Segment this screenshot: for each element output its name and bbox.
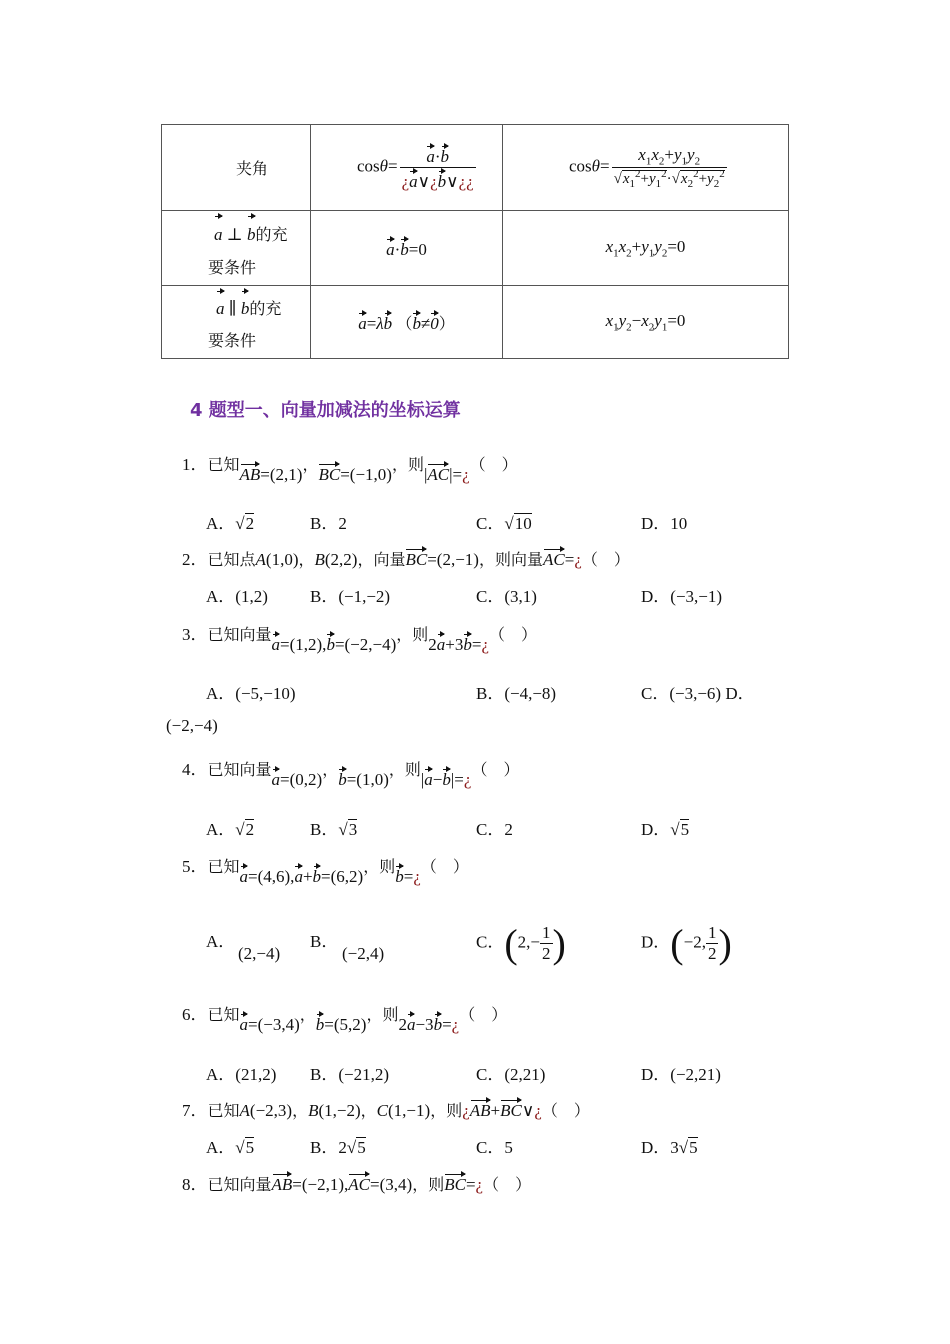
q2-option-d: D．(−3,−1) [641,587,723,606]
table-row-parallel [162,286,789,359]
q5-option-d: D．(−2, $\frac{1}{2}$ ) [641,921,732,966]
q6-option-a: A．(21,2) [206,1065,277,1084]
question-1: 1．已知AB=(2,1)，BC=(−1,0)，则|AC|=¿（ ） [182,455,518,484]
label-angle: 夹角 [236,159,269,178]
table-row-angle [162,125,789,211]
table-cell-label [162,211,311,286]
q1-option-d: D．10 [641,514,688,533]
q2-option-b: B．(−1,−2) [310,587,391,606]
question-8: 8．已知向量AB=(−2,1),AC=(3,4)，则BC=¿（ ） [182,1170,531,1195]
q3-option-c: C．(−3,−6) D． [641,684,755,703]
parallel-coord-formula: $x_1y_2-x_2y_1=0$ [605,310,686,334]
q2-option-c: C．(3,1) [476,587,537,606]
table-row-perpendicular [162,211,789,286]
q3-option-a: A．(−5,−10) [206,684,296,703]
q7-option-a: A．√5 [206,1138,255,1157]
q5-option-a: A． (2,−4) [206,932,281,963]
table-cell-label [162,125,311,211]
label-parallel-line2: 要条件 [208,331,257,350]
q6-option-c: C．(2,21) [476,1065,546,1084]
label-perpendicular-line2: 要条件 [208,258,257,277]
question-6: 6．已知a=(−3,4)，b=(5,2)，则2a−3b=¿（ ） [182,1005,508,1034]
q4-option-b: B．√3 [310,820,358,839]
q4-option-d: D．√5 [641,820,690,839]
question-4: 4．已知向量a=(0,2)，b=(1,0)，则|a−b|=¿（ ） [182,760,520,789]
table-cell-vector-form [311,125,503,211]
q5-option-c: C．(2,− $\frac{1}{2}$ ) [476,921,566,966]
question-3: 3．已知向量a=(1,2),b=(−2,−4)，则2a+3b=¿（ ） [182,625,538,654]
label-perpendicular: a ⊥ b的充 [162,213,310,253]
cos-vector-formula: cosθ= $\frac{a\cdot b}{¿a\vee¿b\vee¿¿}$ [311,143,502,192]
q7-option-d: D．3√5 [641,1138,698,1157]
q2-option-a: A．(1,2) [206,587,268,606]
question-7: 7．已知A(−2,3)，B(1,−2)，C(1,−1)，则¿AB+BC∨¿（ ） [182,1096,590,1121]
q4-option-c: C．2 [476,820,513,839]
formula-table [161,124,789,359]
q4-option-a: A．√2 [206,820,255,839]
table-cell-coord-form [503,211,789,286]
q7-option-b: B．2√5 [310,1138,366,1157]
perp-coord-formula: $x_1x_2+y_1y_2=0$ [605,236,686,260]
dot-zero-formula: a·b=0 [311,236,502,260]
question-2: 2．已知点A(1,0)，B(2,2)，向量BC=(2,−1)，则向量AC=¿（ ） [182,545,630,570]
q6-option-d: D．(−2,21) [641,1065,721,1084]
cos-coord-formula: cosθ= $\frac{x_1x_2+y_1y_2}{√x_1^2+y_1^2\cdot√x_2^2+y_2^2}$ [569,144,725,191]
table-cell-label [162,286,311,359]
table-cell-coord-form [503,125,789,211]
q6-option-b: B．(−21,2) [310,1065,389,1084]
table-cell-coord-form [503,286,789,359]
q1-option-a: A．√2 [206,514,255,533]
table-cell-vector-form [311,211,503,286]
q7-option-c: C．5 [476,1138,513,1157]
lambda-formula: a=λb （b≠0） [311,310,502,334]
q3-option-d: (−2,−4) [166,716,218,735]
section-title: 4 题型一、向量加减法的坐标运算 [190,400,461,421]
label-parallel: a ∥ b的充 [162,288,310,326]
q1-option-c: C．√10 [476,514,532,533]
question-5: 5．已知a=(4,6),a+b=(6,2)，则b=¿（ ） [182,857,469,886]
q1-option-b: B．2 [310,514,347,533]
table-cell-vector-form [311,286,503,359]
q3-option-b: B．(−4,−8) [476,684,557,703]
q5-option-b: B． (−2,4) [310,932,385,963]
